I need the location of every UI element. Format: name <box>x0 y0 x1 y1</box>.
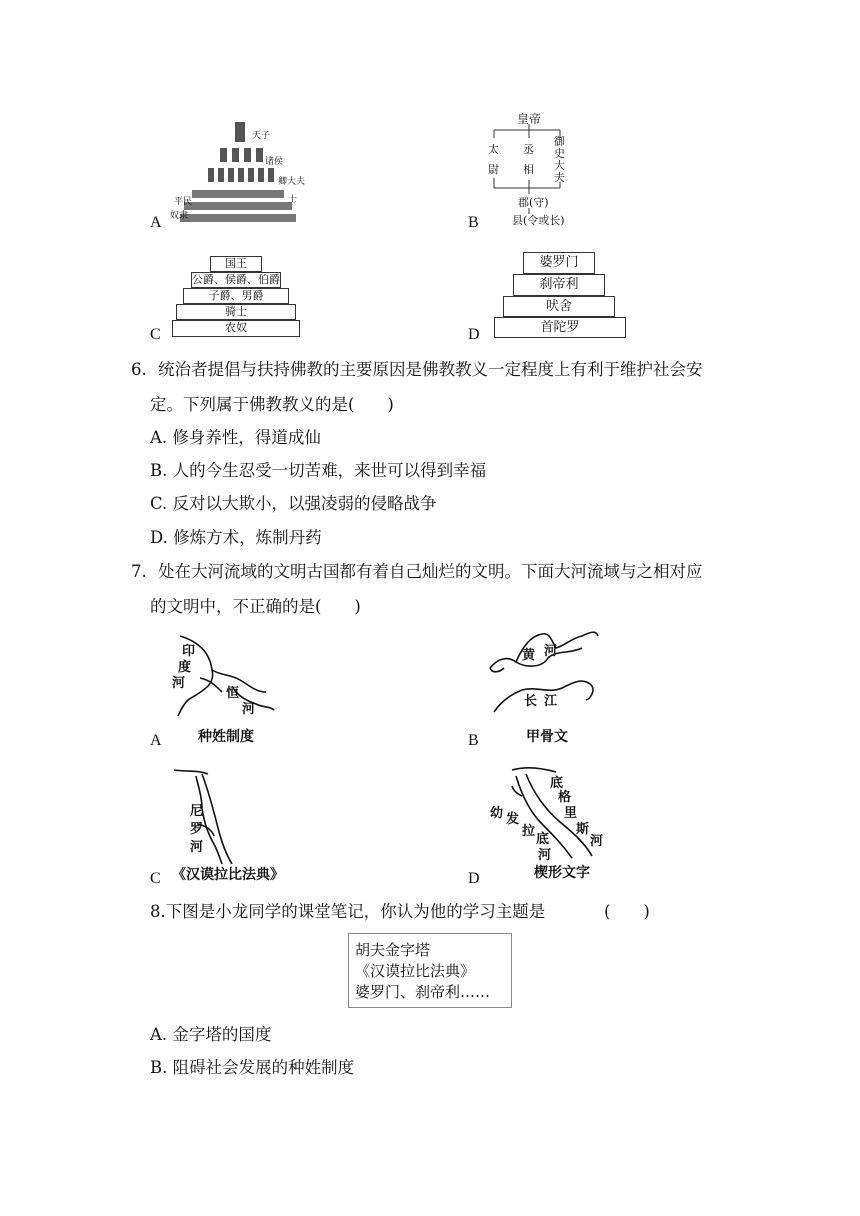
rank-qingdafu: 卿大夫 <box>278 177 306 187</box>
tier-king: 国王 <box>210 256 262 272</box>
q7-line1: 处在大河流域的文明古国都有着自己灿烂的文明。下面大河流域与之相对应 <box>158 562 703 581</box>
rank-shi: 士 <box>288 195 298 205</box>
jun-label: 郡(守) <box>518 196 549 209</box>
option-a-pyramid <box>170 118 310 228</box>
river-label-si: 斯 <box>576 822 590 837</box>
q7-stem <box>131 560 703 584</box>
q7-number: 7. <box>131 562 147 581</box>
river-label-he-b: 河 <box>544 644 558 659</box>
river-label-ni: 尼 <box>190 804 204 819</box>
map-d-mesopotamia <box>486 764 616 886</box>
river-label-li: 里 <box>564 806 578 821</box>
map-c-nile <box>168 766 308 886</box>
pyramid-figures <box>170 118 310 228</box>
q8-option-a[interactable]: A. 金字塔的国度 <box>150 1025 272 1044</box>
note-line-3: 婆罗门、刹帝利…… <box>355 983 491 1001</box>
q6-stem <box>131 358 703 382</box>
xian-label: 县(令或长) <box>512 214 565 227</box>
river-label-you: 幼 <box>490 806 504 821</box>
map-d-caption: 楔形文字 <box>534 865 590 881</box>
emperor-label: 皇帝 <box>517 112 542 126</box>
tier-knights: 骑士 <box>176 304 296 320</box>
q6-number: 6. <box>131 360 147 379</box>
q8-option-b[interactable]: B. 阻碍社会发展的种姓制度 <box>150 1058 355 1077</box>
rank-pingmin: 平民 <box>174 197 193 207</box>
river-label-di-d2: 底 <box>550 776 564 791</box>
q8-stem: 8.下图是小龙同学的课堂笔记，你认为他的学习主题是 <box>150 902 546 921</box>
map-b-caption: 甲骨文 <box>526 729 568 745</box>
q6-option-c[interactable]: C. 反对以大欺小，以强凌弱的侵略战争 <box>150 494 437 513</box>
note-line-1: 胡夫金字塔 <box>355 941 431 959</box>
tier-kshatriya: 刹帝利 <box>513 274 605 296</box>
map-a-india <box>160 630 290 750</box>
river-label-ge: 格 <box>558 790 572 805</box>
rank-zhuhou: 诸侯 <box>265 157 284 167</box>
map-a-caption: 种姓制度 <box>198 729 254 745</box>
option-b-label: B <box>468 214 479 231</box>
q6-option-d[interactable]: D. 修炼方术，炼制丹药 <box>150 528 322 547</box>
yushidafu-label: 御史大夫 <box>554 135 565 184</box>
class-note-box <box>348 933 512 1008</box>
river-label-huang: 黄 <box>522 648 536 663</box>
tier-vaishya: 吠舍 <box>503 296 615 317</box>
river-label-chang: 长 <box>524 694 538 709</box>
river-label-fa: 发 <box>506 812 520 827</box>
map-b-label: B <box>468 732 479 749</box>
river-label-he-c: 河 <box>190 840 204 855</box>
map-a-label: A <box>150 732 162 749</box>
q7-line2: 的文明中，不正确的是( ) <box>150 597 361 616</box>
chengxiang-label: 丞相 <box>523 143 534 176</box>
river-label-yin: 印 <box>182 644 196 659</box>
tier-shudra: 首陀罗 <box>494 317 626 338</box>
q6-option-b[interactable]: B. 人的今生忍受一切苦难，来世可以得到幸福 <box>150 461 487 480</box>
map-b-china <box>486 628 616 750</box>
rank-nuli: 奴隶 <box>170 211 189 221</box>
river-label-di-d1: 底 <box>536 832 550 847</box>
river-label-luo: 罗 <box>190 822 204 837</box>
tier-serfs: 农奴 <box>172 320 300 337</box>
option-d-label: D <box>468 326 480 343</box>
map-d-label: D <box>468 870 480 887</box>
river-label-he-d1: 河 <box>538 848 552 863</box>
tier-viscounts: 子爵、男爵 <box>183 288 289 304</box>
q6-line1: 统治者提倡与扶持佛教的主要原因是佛教教义一定程度上有利于维护社会安 <box>158 360 703 379</box>
river-label-jiang: 江 <box>544 694 558 709</box>
tier-brahmin: 婆罗门 <box>523 252 595 274</box>
river-label-he-a2: 河 <box>242 702 256 717</box>
map-c-caption: 《汉谟拉比法典》 <box>172 867 284 883</box>
taiwei-label: 太尉 <box>488 143 499 176</box>
note-line-2: 《汉谟拉比法典》 <box>355 962 476 980</box>
river-label-du: 度 <box>178 660 192 675</box>
q6-option-a[interactable]: A. 修身养性，得道成仙 <box>150 428 321 447</box>
option-a-label: A <box>150 214 162 231</box>
nile-river <box>168 766 268 866</box>
river-label-he-d2: 河 <box>590 834 604 849</box>
river-label-he-a1: 河 <box>172 676 186 691</box>
river-label-heng: 恒 <box>226 686 240 701</box>
map-c-label: C <box>150 870 161 887</box>
option-c-label: C <box>150 326 161 343</box>
q6-line2: 定。下列属于佛教教义的是( ) <box>150 395 394 414</box>
tier-dukes: 公爵、侯爵、伯爵 <box>192 273 280 286</box>
river-label-la: 拉 <box>522 824 536 839</box>
rank-tianzi: 天子 <box>252 131 271 141</box>
q8-answer-paren: ( ) <box>604 902 650 921</box>
option-b-bureaucracy <box>482 110 592 228</box>
